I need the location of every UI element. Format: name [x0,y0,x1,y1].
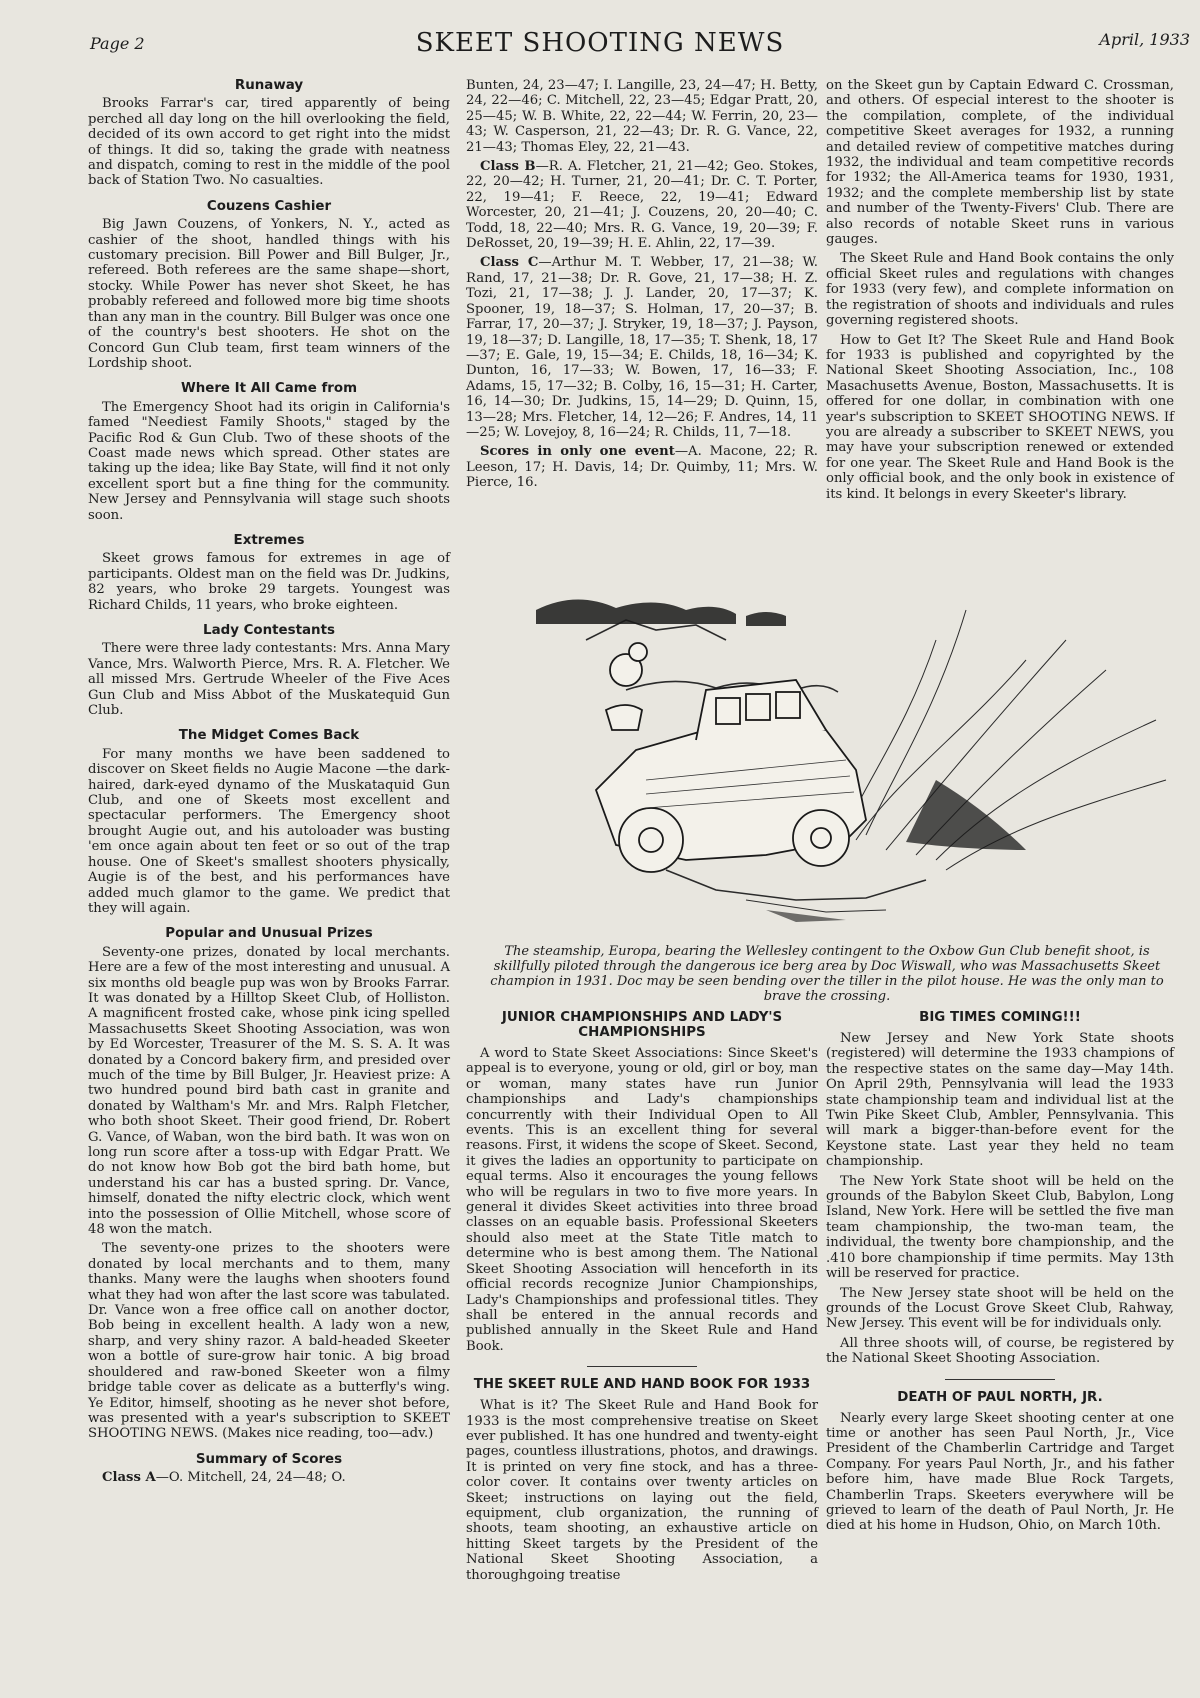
runaway-heading: Runaway [234,78,304,93]
death-heading: DEATH OF PAUL NORTH, JR. [897,1389,1103,1405]
couzens-text: Big Jawn Couzens, of Yonkers, N. Y., acted as cashier of the shoot, handled things with his customary precision. Bill Power and Bill Bulger, Jr., refereed. Both referees are the same shape—short, stocky. While Power has never shot Skeet, he has probably refereed and followed more big time shoots than any man in the country. Bill Bulger was once one of the country's best shooters. He shot on the Concord Gun Club team, first team winners of the Lordship shoot. [88,217,450,371]
handbook-text: What is it? The Skeet Rule and Hand Book for 1933 is the most comprehensive treatise on Skeet ever published. It has one hundred and twenty-eight pages, countless illustrations, photos, and drawings. It is printed on very fine stock, and has a three-color cover. It contains over twenty articles on Skeet; instructions on laying out the field, equipment, club organization, the running of shoots, team shooting, an exhaustive article on hitting Skeet targets by the President of the National Skeet Shooting Association, a thoroughgoing treatise [466,1398,818,1583]
column-3-lower [826,1010,1174,1538]
origin-heading: Where It All Came from [180,381,358,397]
class-c-text: —Arthur M. T. Webber, 17, 21—38; W. Rand, 17, 21—38; Dr. R. Gove, 21, 17—38; H. Z. Tozi, 21, 17—38; J. J. Lander, 20, 17—37; K. Spooner, 19, 18—37; S. Holman, 17, 20—37; B. Farrar, 17, 20—37; J. Stryker, 19, 18—37; J. Payson, 19, 18—37; D. Langille, 18, 17—35; T. Shenk, 18, 17—37; E. Gale, 19, 15—34; E. Childs, 18, 16—34; K. Dunton, 16, 17—33; W. Bowen, 17, 16—33; F. Adams, 15, 17—32; B. Colby, 16, 15—31; H. Carter, 16, 14—30; Dr. Judkins, 15, 14—29; D. Quinn, 15, 13—28; Mrs. Fletcher, 14, 12—26; F. Andres, 14, 11—25; W. Lovejoy, 8, 16—24; R. Childs, 11, 7—18. [466,255,818,440]
column-2-lower [466,1010,818,1587]
summary-heading: Summary of Scores [195,1451,343,1467]
class-b-text: —R. A. Fletcher, 21, 21—42; Geo. Stokes, 22, 20—42; H. Turner, 21, 20—41; Dr. C. T. Porter, 22, 19—41; F. Reece, 22, 19—41; Edward Worcester, 20, 21—41; J. Couzens, 20, 20—40; C. Todd, 18, 22—40; Mrs. R. G. Vance, 19, 20—39; F. DeRosset, 20, 19—39; H. E. Ahlin, 22, 17—39. [466,159,818,252]
class-a-text: —O. Mitchell, 24, 24—48; O. [155,1470,346,1486]
big-times-text-4: All three shoots will, of course, be registered by the National Skeet Shooting Association. [826,1335,1174,1367]
extremes-text: Skeet grows famous for extremes in age of participants. Oldest man on the field was Dr. Judkins, 82 years, who broke 29 targets. Youngest was Richard Childs, 11 years, who broke eighteen. [88,551,450,613]
one-event-label: Scores in only one event [480,444,675,460]
one-event-scores [466,444,818,490]
newspaper-title: SKEET SHOOTING NEWS [415,28,785,58]
column-3 [826,78,1174,506]
extremes-heading: Extremes [233,532,305,548]
issue-date: April, 1933 [1099,30,1190,49]
prizes-text-2: The seventy-one prizes to the shooters were donated by local merchants and to them, many thanks. Many were the laughs when shooters found what they had won after the last score was tabulated. Dr. Vance won a free office call on another doctor, Bob being in excellent health. A lady won a new, sharp, and very shiny razor. A bald-headed Skeeter won a bottle of sure-grow hair tonic. A big broad shouldered and raw-boned Skeeter won a filmy bridge table cover as delicate as a butterfly's wing. Ye Editor, himself, shooting as he never shot before, was presented with a year's subscription to SKEET SHOOTING NEWS. (Makes nice reading, too—adv.) [88,1241,450,1442]
class-b-label: Class B [480,159,536,175]
big-times-text-2: The New York State shoot will be held on the grounds of the Babylon Skeet Club, Babylon, Long Island, New York. Here will be settled the five man team championship, the two-man team, the individual, the twenty bore championship, and the .410 bore championship if time permits. May 13th will be reserved for practice. [826,1173,1174,1282]
big-times-heading: BIG TIMES COMING!!! [919,1010,1081,1025]
handbook-heading: THE SKEET RULE AND HAND BOOK FOR 1933 [473,1377,811,1393]
prizes-heading: Popular and Unusual Prizes [165,926,373,942]
class-a-scores [88,1470,450,1485]
midget-text: For many months we have been saddened to discover on Skeet fields no Augie Macone —the dark-haired, dark-eyed dynamo of the Muskataquid Gun Club, and one of Skeets most excellent and spectacular performers. The Emergency shoot brought Augie out, and his autoloader was busting 'em once again about ten feet or so out of the trap house. One of Skeet's smallest shooters physically, Augie is of the best, and his performances have added much glamor to the game. We predict that they will again. [88,746,450,916]
death-text: Nearly every large Skeet shooting center at one time or another has seen Paul North, Jr., Vice President of the Chamberlin Cartridge and Target Company. For years Paul North, Jr., and his father before him, have made Blue Rock Targets, Chamberlin Traps. Skeeters everywhere will be grieved to learn of the death of Paul North, Jr. He died at his home in Hudson, Ohio, on March 10th. [826,1410,1174,1534]
junior-championships-heading: JUNIOR CHAMPIONSHIPS AND LADY'S CHAMPIONSHIPS [501,1010,783,1040]
junior-championships-text: A word to State Skeet Associations: Since Skeet's appeal is to everyone, young or old, girl or boy, man or woman, many states have run Junior championships and Lady's championships concurrently with their Individual Open to All events. This is an excellent thing for several reasons. First, it widens the scope of Skeet. Second, it gives the ladies an opportunity to participate on equal terms. Also it encourages the young fellows who will be regulars in two to five more years. In general it divides Skeet activities into three broad classes on an equable basis. Professional Skeeters should also meet at the State Title match to determine who is best among them. The National Skeet Shooting Association will henceforth in its official records recognize Junior Championships, Lady's Championships and professional titles. They shall be entered in the annual records and published annually in the Skeet Rule and Hand Book. [466,1046,818,1354]
lady-contestants-text: There were three lady contestants: Mrs. Anna Mary Vance, Mrs. Walworth Pierce, Mrs. R. A. Fletcher. We all missed Mrs. Gertrude Wheeler of the Five Aces Gun Club and Miss Abbot of the Muskatequid Gun Club. [88,641,450,719]
handbook-continued: on the Skeet gun by Captain Edward C. Crossman, and others. Of especial interest to the shooter is the compilation, complete, of the individual competitive Skeet averages for 1932, a running and detailed review of competitive matches during 1932, the individual and team competitive records for 1932; the All-America teams for 1930, 1931, 1932; and the complete membership list by state and number of the Twenty-Fivers' Club. There are also records of notable Skeet runs in various gauges. [826,78,1174,248]
class-c-scores [466,255,818,440]
runaway-text: Brooks Farrar's car, tired apparently of being perched all day long on the hill overlooking the field, decided of its own accord to get right into the midst of things. It did so, taking the grade with neatness and dispatch, coming to rest in the middle of the pool back of Station Two. No casualties. [88,96,450,189]
lady-contestants-heading: Lady Contestants [203,623,335,638]
divider [587,1366,697,1367]
midget-heading: The Midget Comes Back [178,728,360,744]
class-c-label: Class C [480,255,539,271]
origin-text: The Emergency Shoot had its origin in California's famed "Neediest Family Shoots," staged by the Pacific Rod & Gun Club. Two of these shoots of the Coast made news which spread. Other states are taking up the idea; like Bay State, will find it not only excellent sport but a fine thing for the community. New Jersey and Pennsylvania will stage such shoots soon. [88,399,450,523]
class-a-label: Class A [102,1470,156,1486]
big-times-text-1: New Jersey and New York State shoots (registered) will determine the 1933 champions of the respective states on the same day—May 14th. On April 29th, Pennsylvania will lead the 1933 state championship team and individual list at the Twin Pike Skeet Club, Ambler, Pennsylvania. This will mark a bigger-than-before event for the Keystone state. Last year they held no team championship. [826,1031,1174,1170]
handbook-contents: The Skeet Rule and Hand Book contains the only official Skeet rules and regulations with changes for 1933 (very few), and complete information on the registration of shoots and individuals and rules governing registered shoots. [826,251,1174,329]
column-2 [466,78,818,495]
big-times-text-3: The New Jersey state shoot will be held on the grounds of the Locust Grove Skeet Club, Rahway, New Jersey. This event will be for individuals only. [826,1285,1174,1332]
handbook-how-to-get: How to Get It? The Skeet Rule and Hand Book for 1933 is published and copyrighted by the National Skeet Shooting Association, Inc., 108 Masachusetts Avenue, Boston, Massachusetts. It is offered for one dollar, in combination with one year's subscription to SKEET SHOOTING NEWS. If you are already a subscriber to SKEET NEWS, you may have your subscription renewed or extended for one year. The Skeet Rule and Hand Book is the only official book, and the only book in existence of its kind. It belongs in every Skeeter's library. [826,332,1174,502]
one-event-text: —A. Macone, 22; R. Leeson, 17; H. Davis, 14; Dr. Quimby, 11; Mrs. W. Pierce, 16. [466,444,818,491]
class-a-continued: Bunten, 24, 23—47; I. Langille, 23, 24—47; H. Betty, 24, 22—46; C. Mitchell, 22, 23—45; Edgar Pratt, 20, 25—45; W. B. White, 22, 22—44; W. Ferrin, 20, 23—43; W. Casperson, 21, 22—43; Dr. R. G. Vance, 22, 21—43; Thomas Eley, 22, 21—43. [466,78,818,155]
prizes-text: Seventy-one prizes, donated by local merchants. Here are a few of the most interesting and unusual. A six months old beagle pup was won by Brooks Farrar. It was donated by a Hilltop Skeet Club, of Holliston. A magnificent frosted cake, whose pink icing spelled Massachusetts Skeet Shooting Association, was won by Ed Worcester, Treasurer of the M. S. S. A. It was donated by a Concord bakery firm, and presided over much of the time by Bill Bulger, Jr. Heaviest prize: A two hundred pound bird bath cast in granite and donated by Waltham's Mr. and Mrs. Ralph Fletcher, who both shoot Skeet. Their good friend, Dr. Robert G. Vance, of Waban, won the bird bath. It was won on long run score after a toss-up with Edgar Pratt. We do not know how Bob got the bird bath home, but understand his car has a busted spring. Dr. Vance, himself, donated the nifty electric clock, which went into the possession of Ollie Mitchell, whose score of 48 won the match. [88,944,450,1238]
divider [945,1379,1055,1380]
page-number: Page 2 [90,34,145,53]
couzens-heading: Couzens Cashier [206,198,332,214]
steamship-cartoon-illustration [466,580,1174,940]
column-1 [88,78,450,1490]
illustration-caption: The steamship, Europa, bearing the Wellesley contingent to the Oxbow Gun Club benefit shoot, is skillfully piloted through the dangerous ice berg area by Doc Wiswall, who was Massachusetts Skeet champion in 1931. Doc may be seen bending over the tiller in the pilot house. He was the only man to brave the crossing. [490,944,1164,1004]
masthead [0,24,1200,64]
class-b-scores [466,159,818,251]
